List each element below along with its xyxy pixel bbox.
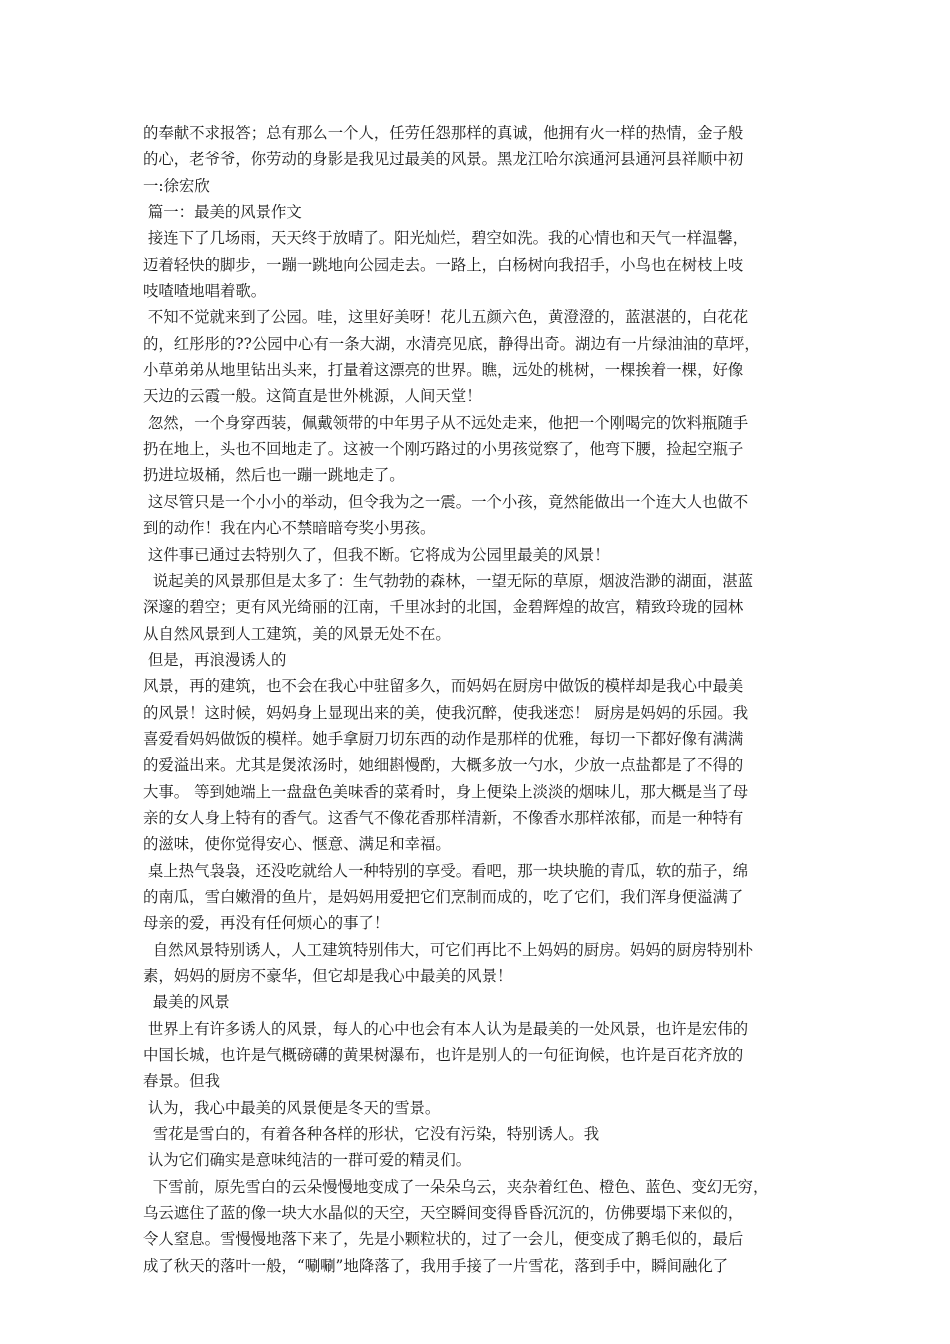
text-line: 的风景！这时候，妈妈身上显现出来的美，使我沉醉，使我迷恋！ 厨房是妈妈的乐园。我 [143, 703, 749, 722]
text-line: 迈着轻快的脚步，一蹦一跳地向公园走去。一路上，白杨树向我招手，小鸟也在树枝上吱 [143, 255, 744, 274]
text-line: 从自然风景到人工建筑，美的风景无处不在。 [143, 624, 451, 643]
text-line: 的南瓜，雪白嫩滑的鱼片，是妈妈用爱把它们烹制而成的，吃了它们，我们浑身便溢满了 [143, 887, 744, 906]
text-line: 不知不觉就来到了公园。哇，这里好美呀！花儿五颜六色，黄澄澄的，蓝湛湛的，白花花 [143, 308, 749, 327]
text-line: 的爱溢出来。尤其是煲浓汤时，她细斟慢酌，大概多放一勺水，少放一点盐都是了不得的 [143, 756, 744, 775]
text-line: 这件事已通过去特别久了，但我不断。它将成为公园里最美的风景！ [143, 545, 610, 564]
text-line: 但是，再浪漫诱人的 [143, 650, 287, 669]
text-line: 令人窒息。雪慢慢地落下来了，先是小颗粒状的，过了一会儿，便变成了鹅毛似的，最后 [143, 1230, 744, 1249]
text-line: 世界上有许多诱人的风景，每人的心中也会有本人认为是最美的一处风景，也许是宏伟的 [143, 1019, 749, 1038]
text-line: 自然风景特别诱人，人工建筑特别伟大，可它们再比不上妈妈的厨房。妈妈的厨房特别朴 [143, 940, 754, 959]
text-line: 深邃的碧空；更有风光绮丽的江南，千里冰封的北国，金碧辉煌的故宫，精致玲珑的园林 [143, 598, 744, 617]
text-line: 的滋味，使你觉得安心、惬意、满足和幸福。 [143, 835, 451, 854]
text-line: 中国长城，也许是气概磅礴的黄果树瀑布，也许是别人的一句征询候，也许是百花齐放的 [143, 1046, 744, 1065]
document-body [143, 120, 829, 1279]
text-line: 的奉献不求报答；总有那么一个人，任劳任怨那样的真诚，他拥有火一样的热情，金子般 [143, 124, 744, 142]
text-line: 母亲的爱，再没有任何烦心的事了！ [143, 914, 390, 933]
text-line: 天边的云霞一般。这简直是世外桃源，人间天堂！ [143, 387, 482, 406]
text-line: 风景，再的建筑，也不会在我心中驻留多久，而妈妈在厨房中做饭的模样却是我心中最美 [143, 677, 744, 696]
text-line: 接连下了几场雨，天天终于放晴了。阳光灿烂，碧空如洗。我的心情也和天气一样温馨， [143, 229, 749, 248]
text-line: 春景。但我 [143, 1072, 220, 1091]
text-line: 扔进垃圾桶，然后也一蹦一跳地走了。 [143, 466, 405, 485]
section-heading: 篇一：最美的风景作文 [143, 203, 302, 222]
text-line: 雪花是雪白的，有着各种各样的形状，它没有污染，特别诱人。我 [143, 1125, 600, 1144]
text-line: 这尽管只是一个小小的举动，但令我为之一震。一个小孩，竟然能做出一个连大人也做不 [143, 492, 749, 511]
text-line: 忽然，一个身穿西装，佩戴领带的中年男子从不远处走来，他把一个刚喝完的饮料瓶随手 [143, 413, 749, 432]
text-line: 到的动作！我在内心不禁暗暗夸奖小男孩。 [143, 519, 436, 538]
section-heading: 最美的风景 [143, 993, 230, 1012]
text-line: 桌上热气袅袅，还没吃就给人一种特别的享受。看吧，那一块块脆的青瓜，软的茄子，绵 [143, 861, 749, 880]
text-line: 的，红彤彤的??公园中心有一条大湖，水清亮见底，静得出奇。湖边有一片绿油油的草坪， [143, 334, 760, 353]
text-line: 成了秋天的落叶一般，“唰唰”地降落了，我用手接了一片雪花，落到手中，瞬间融化了 [143, 1256, 729, 1275]
text-line: 素，妈妈的厨房不豪华，但它却是我心中最美的风景！ [143, 967, 513, 985]
text-line: 认为它们确实是意味纯洁的一群可爱的精灵们。 [143, 1151, 472, 1170]
text-line: 扔在地上，头也不回地走了。这被一个刚巧路过的小男孩觉察了，他弯下腰，捡起空瓶子 [143, 440, 744, 459]
text-line: 的心，老爷爷，你劳动的身影是我见过最美的风景。黑龙江哈尔滨通河县通河县祥顺中初 [143, 150, 744, 169]
text-line: 下雪前，原先雪白的云朵慢慢地变成了一朵朵乌云，夹杂着红色、橙色、蓝色、变幻无穷， [143, 1177, 769, 1196]
text-line: 认为，我心中最美的风景便是冬天的雪景。 [143, 1098, 441, 1117]
text-line: 乌云遮住了蓝的像一块大水晶似的天空，天空瞬间变得昏昏沉沉的，仿佛要塌下来似的， [143, 1204, 744, 1223]
text-line: 一:徐宏欣 [143, 176, 210, 195]
text-line: 吱喳喳地唱着歌。 [143, 282, 267, 301]
text-line: 大事。 等到她端上一盘盘色美味香的菜肴时，身上便染上淡淡的烟味儿，那大概是当了母 [143, 782, 749, 801]
text-line: 亲的女人身上特有的香气。这香气不像花香那样清新，不像香水那样浓郁，而是一种特有 [143, 808, 744, 827]
text-line: 说起美的风景那但是太多了：生气勃勃的森林，一望无际的草原，烟波浩渺的湖面，湛蓝 [143, 571, 754, 590]
text-line: 小草弟弟从地里钻出头来，打量着这漂亮的世界。瞧，远处的桃树，一棵挨着一棵，好像 [143, 361, 744, 380]
text-line: 喜爱看妈妈做饭的模样。她手拿厨刀切东西的动作是那样的优雅，每切一下都好像有满满 [143, 729, 744, 748]
